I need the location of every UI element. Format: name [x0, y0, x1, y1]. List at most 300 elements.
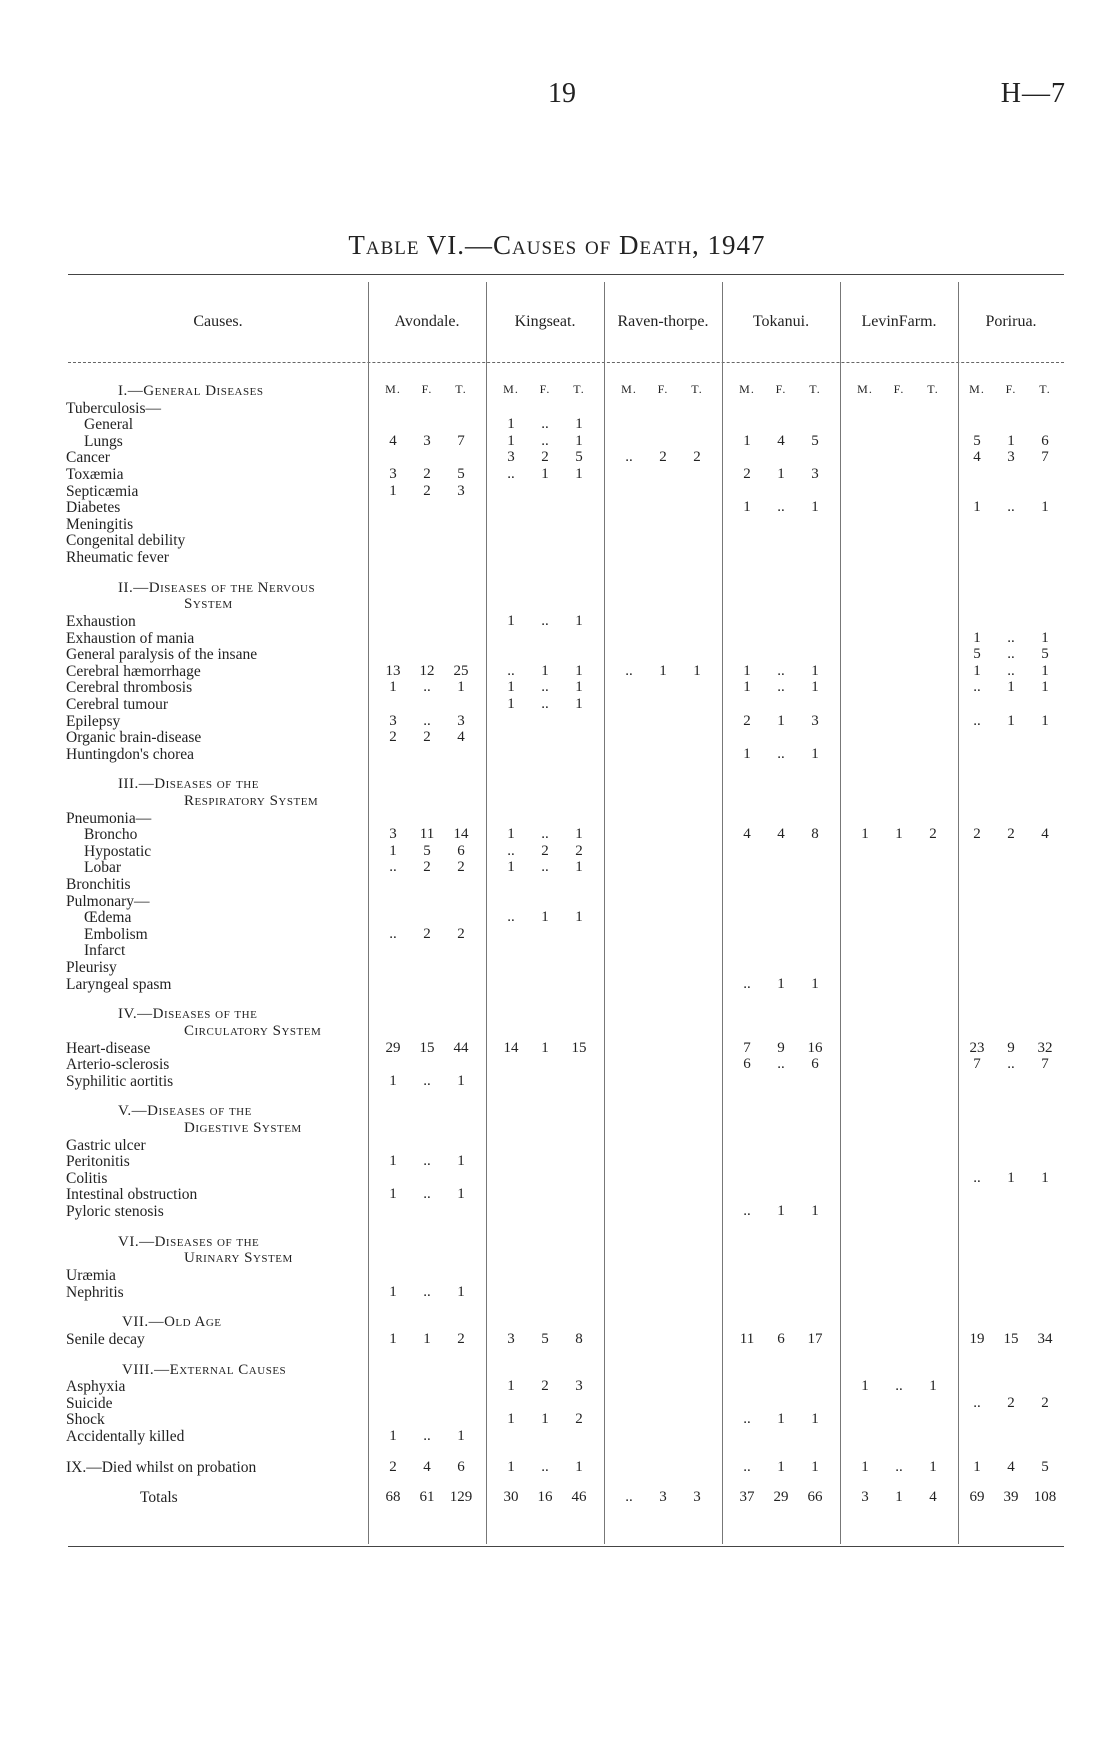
table-cell: 1	[457, 1153, 465, 1169]
table-cell: 3	[1007, 449, 1015, 465]
table-cell: 6	[811, 1056, 819, 1072]
table-cell: 1	[389, 1186, 397, 1202]
row-label: Peritonitis	[66, 1153, 130, 1170]
sub-column-header: M.	[503, 382, 519, 396]
table-cell: 7	[1041, 449, 1049, 465]
row-label: III.—Diseases of the	[118, 776, 259, 792]
table-row	[0, 516, 1114, 533]
table-cell: ..	[507, 466, 515, 482]
table-cell: 2	[457, 1331, 465, 1347]
row-label: Rheumatic fever	[66, 549, 169, 566]
row-label: IV.—Diseases of the	[118, 1006, 258, 1022]
table-row	[0, 1411, 1114, 1428]
table-cell: 1	[1041, 679, 1049, 695]
row-label: Senile decay	[66, 1331, 145, 1348]
table-row	[0, 713, 1114, 730]
table-title: Table VI.—Causes of Death, 1947	[348, 230, 766, 260]
row-label: Broncho	[84, 826, 138, 843]
row-label: Exhaustion	[66, 613, 136, 630]
table-cell: 3	[389, 713, 397, 729]
row-label: Gastric ulcer	[66, 1137, 146, 1154]
row-label: Exhaustion of mania	[66, 630, 195, 647]
section-heading	[0, 1103, 1114, 1120]
table-cell: 6	[457, 1459, 465, 1475]
table-cell: 3	[811, 713, 819, 729]
table-cell: 14	[503, 1040, 519, 1056]
table-cell: 1	[423, 1331, 431, 1347]
table-row	[0, 926, 1114, 943]
bottom-rule	[68, 1546, 1064, 1547]
table-cell: 44	[453, 1040, 469, 1056]
table-cell: ..	[1007, 1056, 1015, 1072]
row-label: Huntingdon's chorea	[66, 746, 195, 763]
table-cell: ..	[541, 859, 549, 875]
table-cell: 1	[541, 1040, 549, 1056]
row-label: Respiratory System	[184, 793, 319, 809]
table-cell: 68	[385, 1489, 401, 1505]
table-cell: 1	[507, 613, 515, 629]
table-cell: 1	[457, 1073, 465, 1089]
row-label: Intestinal obstruction	[66, 1186, 198, 1203]
table-cell: 1	[575, 663, 583, 679]
table-cell: 1	[1041, 663, 1049, 679]
sub-column-header: T.	[691, 382, 703, 396]
table-cell: ..	[777, 663, 785, 679]
table-cell: 2	[1007, 1395, 1015, 1411]
sub-column-header: M.	[621, 382, 637, 396]
table-cell: 1	[777, 1459, 785, 1475]
table-cell: ..	[1007, 630, 1015, 646]
table-cell: ..	[423, 679, 431, 695]
row-label: Arterio-sclerosis	[66, 1056, 170, 1073]
table-cell: 1	[777, 713, 785, 729]
section-heading	[0, 1120, 1114, 1137]
table-cell: 16	[537, 1489, 553, 1505]
table-cell: 1	[1007, 1170, 1015, 1186]
table-row	[0, 532, 1114, 549]
row-label: VII.—Old Age	[122, 1314, 222, 1330]
table-cell: 13	[385, 663, 401, 679]
table-row	[0, 1378, 1114, 1395]
table-row	[0, 696, 1114, 713]
table-cell: 1	[541, 909, 549, 925]
table-cell: ..	[1007, 663, 1015, 679]
row-label: Cancer	[66, 449, 110, 466]
page-number: 19	[548, 78, 576, 109]
table-cell: ..	[423, 1428, 431, 1444]
table-cell: 11	[739, 1331, 755, 1347]
row-label: VI.—Diseases of the	[118, 1234, 260, 1250]
table-cell: 1	[575, 679, 583, 695]
table-cell: 129	[449, 1489, 473, 1505]
table-cell: 1	[575, 613, 583, 629]
table-row	[0, 1073, 1114, 1090]
table-cell: 1	[389, 1284, 397, 1300]
table-cell: 3	[423, 433, 431, 449]
table-cell: 2	[743, 466, 751, 482]
table-cell: 1	[575, 466, 583, 482]
table-cell: ..	[777, 679, 785, 695]
table-cell: 14	[453, 826, 469, 842]
institution-header: Levin Farm.	[861, 312, 937, 330]
section-heading	[0, 596, 1114, 613]
institution-header: Porirua.	[985, 312, 1037, 330]
table-cell: ..	[541, 826, 549, 842]
table-cell: 8	[811, 826, 819, 842]
table-cell: 5	[973, 433, 981, 449]
row-label: Diabetes	[66, 499, 121, 516]
row-label: Septicæmia	[66, 483, 139, 500]
table-cell: 5	[1041, 1459, 1049, 1475]
table-cell: 6	[457, 843, 465, 859]
table-row	[0, 746, 1114, 763]
section-heading	[0, 1234, 1114, 1251]
table-cell: 39	[1003, 1489, 1019, 1505]
table-cell: 1	[541, 1411, 549, 1427]
table-cell: 1	[507, 826, 515, 842]
table-row	[0, 499, 1114, 516]
table-cell: 2	[693, 449, 701, 465]
section-heading	[0, 1362, 1114, 1379]
table-cell: 1	[973, 630, 981, 646]
table-row	[0, 1459, 1114, 1476]
row-label: V.—Diseases of the	[118, 1103, 252, 1119]
table-cell: 2	[1007, 826, 1015, 842]
table-cell: 1	[1041, 630, 1049, 646]
table-cell: ..	[625, 449, 633, 465]
sub-column-header: M.	[385, 382, 401, 396]
sub-column-header: F.	[657, 382, 669, 396]
table-cell: 2	[389, 729, 397, 745]
row-label: Toxæmia	[66, 466, 124, 483]
table-row	[0, 679, 1114, 696]
table-cell: 1	[457, 679, 465, 695]
table-cell: ..	[541, 696, 549, 712]
table-cell: 17	[807, 1331, 823, 1347]
table-cell: 2	[659, 449, 667, 465]
table-cell: 1	[659, 663, 667, 679]
table-cell: 2	[389, 1459, 397, 1475]
table-cell: ..	[541, 416, 549, 432]
table-cell: 7	[973, 1056, 981, 1072]
section-heading	[0, 1006, 1114, 1023]
section-heading	[0, 580, 1114, 597]
sub-column-header: T.	[573, 382, 585, 396]
table-cell: 30	[503, 1489, 519, 1505]
table-cell: 1	[743, 663, 751, 679]
table-cell: 1	[1041, 499, 1049, 515]
table-row	[0, 1203, 1114, 1220]
table-cell: ..	[743, 1203, 751, 1219]
row-label: Œdema	[84, 909, 132, 926]
table-cell: ..	[541, 1459, 549, 1475]
sub-column-header: T.	[927, 382, 939, 396]
sub-column-header: F.	[1005, 382, 1017, 396]
table-cell: 1	[861, 1459, 869, 1475]
table-cell: ..	[423, 1153, 431, 1169]
row-label: Pneumonia—	[66, 810, 152, 827]
table-cell: 2	[457, 859, 465, 875]
table-row	[0, 613, 1114, 630]
row-label: Lungs	[84, 433, 123, 450]
table-cell: 1	[777, 466, 785, 482]
table-row	[0, 466, 1114, 483]
table-row	[0, 1395, 1114, 1412]
table-cell: 1	[507, 433, 515, 449]
table-cell: 1	[1007, 433, 1015, 449]
table-row	[0, 1056, 1114, 1073]
table-cell: 1	[973, 663, 981, 679]
table-cell: 2	[929, 826, 937, 842]
row-label: Accidentally killed	[66, 1428, 185, 1445]
table-cell: 2	[423, 483, 431, 499]
row-label: Cerebral thrombosis	[66, 679, 193, 696]
table-cell: ..	[973, 1170, 981, 1186]
table-row	[0, 1267, 1114, 1284]
table-row	[0, 1137, 1114, 1154]
table-cell: 9	[1007, 1040, 1015, 1056]
table-cell: 1	[929, 1378, 937, 1394]
table-cell: 2	[575, 843, 583, 859]
row-label: Hypostatic	[84, 843, 152, 860]
row-label: Heart-disease	[66, 1040, 151, 1057]
table-cell: 1	[507, 1459, 515, 1475]
table-cell: ..	[743, 1459, 751, 1475]
table-cell: 29	[385, 1040, 401, 1056]
table-cell: 1	[575, 433, 583, 449]
row-label: Congenital debility	[66, 532, 186, 549]
table-cell: ..	[777, 746, 785, 762]
table-row	[0, 859, 1114, 876]
institution-header: Kingseat.	[514, 312, 576, 330]
table-cell: 1	[507, 1411, 515, 1427]
table-row	[0, 1284, 1114, 1301]
table-cell: 1	[575, 859, 583, 875]
row-label: Syphilitic aortitis	[66, 1073, 174, 1090]
row-label: Suicide	[66, 1395, 113, 1412]
table-cell: 1	[507, 679, 515, 695]
table-cell: 2	[457, 926, 465, 942]
table-cell: 23	[969, 1040, 985, 1056]
table-cell: 3	[507, 449, 515, 465]
table-cell: 2	[743, 713, 751, 729]
institution-header: Raven- thorpe.	[617, 312, 709, 330]
table-cell: 4	[423, 1459, 431, 1475]
table-row	[0, 449, 1114, 466]
section-heading	[0, 1250, 1114, 1267]
table-row	[0, 1153, 1114, 1170]
row-label: Asphyxia	[66, 1378, 126, 1395]
sub-column-header: M.	[969, 382, 985, 396]
table-cell: 3	[861, 1489, 869, 1505]
table-cell: 2	[423, 729, 431, 745]
table-cell: 1	[693, 663, 701, 679]
table-cell: 5	[811, 433, 819, 449]
table-cell: 1	[389, 1153, 397, 1169]
table-cell: ..	[625, 1489, 633, 1505]
row-label: Epilepsy	[66, 713, 121, 730]
table-cell: 1	[457, 1186, 465, 1202]
table-cell: 15	[571, 1040, 587, 1056]
table-cell: 69	[969, 1489, 985, 1505]
table-row	[0, 630, 1114, 647]
table-row	[0, 1331, 1114, 1348]
table-cell: 2	[423, 466, 431, 482]
table-cell: 5	[1041, 646, 1049, 662]
table-cell: 1	[811, 1411, 819, 1427]
row-label: Infarct	[84, 942, 126, 959]
table-cell: ..	[507, 909, 515, 925]
table-cell: ..	[973, 713, 981, 729]
table-row	[0, 909, 1114, 926]
table-cell: 4	[457, 729, 465, 745]
row-label: Urinary System	[184, 1250, 293, 1266]
table-cell: 29	[773, 1489, 789, 1505]
table-cell: 1	[743, 433, 751, 449]
table-cell: 1	[811, 663, 819, 679]
table-cell: 1	[457, 1428, 465, 1444]
table-cell: 1	[575, 826, 583, 842]
table-cell: ..	[389, 926, 397, 942]
table-row	[0, 826, 1114, 843]
table-cell: 2	[541, 449, 549, 465]
row-label: Uræmia	[66, 1267, 116, 1284]
row-label: Pulmonary—	[66, 893, 150, 910]
table-row	[0, 1428, 1114, 1445]
table-cell: 1	[389, 843, 397, 859]
table-row	[0, 1040, 1114, 1057]
table-cell: 11	[419, 826, 435, 842]
section-heading	[0, 793, 1114, 810]
table-cell: 1	[811, 976, 819, 992]
table-row	[0, 416, 1114, 433]
table-cell: 8	[575, 1331, 583, 1347]
table-cell: ..	[507, 663, 515, 679]
row-label: I.—General Diseases	[118, 383, 264, 399]
table-cell: 19	[969, 1331, 985, 1347]
table-cell: 3	[575, 1378, 583, 1394]
sub-column-header: F.	[775, 382, 787, 396]
table-cell: 1	[1007, 713, 1015, 729]
table-cell: 5	[973, 646, 981, 662]
table-cell: 5	[457, 466, 465, 482]
table-cell: 1	[389, 1331, 397, 1347]
table-cell: 1	[777, 1203, 785, 1219]
table-cell: 4	[929, 1489, 937, 1505]
table-cell: ..	[1007, 646, 1015, 662]
row-label: Cerebral tumour	[66, 696, 169, 713]
table-cell: 1	[1007, 679, 1015, 695]
table-cell: 2	[575, 1411, 583, 1427]
table-row	[0, 876, 1114, 893]
table-cell: ..	[541, 613, 549, 629]
table-cell: 1	[811, 499, 819, 515]
table-cell: 1	[811, 1203, 819, 1219]
table-cell: 1	[507, 416, 515, 432]
table-row	[0, 1186, 1114, 1203]
table-cell: 1	[541, 663, 549, 679]
table-cell: ..	[743, 1411, 751, 1427]
row-label: Bronchitis	[66, 876, 131, 893]
table-row	[0, 646, 1114, 663]
table-cell: 1	[1041, 713, 1049, 729]
row-label: IX.—Died whilst on probation	[66, 1459, 257, 1476]
row-label: Organic brain-disease	[66, 729, 202, 746]
table-row	[0, 942, 1114, 959]
totals-row	[0, 1489, 1114, 1506]
table-cell: 1	[507, 1378, 515, 1394]
row-label: Pleurisy	[66, 959, 117, 976]
table-row	[0, 959, 1114, 976]
table-cell: 3	[389, 466, 397, 482]
table-cell: 1	[929, 1459, 937, 1475]
table-cell: 3	[693, 1489, 701, 1505]
table-cell: 1	[575, 909, 583, 925]
table-cell: 1	[861, 1378, 869, 1394]
sub-column-header: F.	[539, 382, 551, 396]
table-cell: 6	[777, 1331, 785, 1347]
table-cell: ..	[777, 1056, 785, 1072]
table-cell: 1	[777, 1411, 785, 1427]
table-cell: 5	[423, 843, 431, 859]
top-rule	[68, 274, 1064, 275]
row-label: Totals	[140, 1489, 178, 1506]
table-cell: 1	[743, 679, 751, 695]
table-cell: ..	[973, 1395, 981, 1411]
page-reference: H—7	[1000, 78, 1066, 109]
table-row	[0, 1170, 1114, 1187]
table-cell: ..	[507, 843, 515, 859]
table-cell: 3	[457, 483, 465, 499]
table-cell: 32	[1037, 1040, 1053, 1056]
table-cell: 4	[1007, 1459, 1015, 1475]
row-label: Colitis	[66, 1170, 108, 1187]
table-cell: 9	[777, 1040, 785, 1056]
institution-header: Tokanui.	[752, 312, 810, 330]
row-label: General	[84, 416, 134, 433]
row-label: General paralysis of the insane	[66, 646, 258, 663]
row-label: Shock	[66, 1411, 105, 1428]
table-cell: 1	[811, 679, 819, 695]
section-heading	[0, 1314, 1114, 1331]
table-cell: 1	[895, 1489, 903, 1505]
row-label: Laryngeal spasm	[66, 976, 172, 993]
table-cell: 1	[389, 679, 397, 695]
table-cell: 16	[807, 1040, 823, 1056]
table-cell: ..	[423, 1186, 431, 1202]
table-cell: ..	[1007, 499, 1015, 515]
table-row	[0, 663, 1114, 680]
table-cell: ..	[625, 663, 633, 679]
table-cell: 6	[743, 1056, 751, 1072]
table-cell: 4	[777, 433, 785, 449]
table-cell: 1	[389, 483, 397, 499]
section-heading	[0, 776, 1114, 793]
table-cell: 1	[811, 746, 819, 762]
row-label: Tuberculosis—	[66, 400, 162, 417]
row-label: Embolism	[84, 926, 148, 943]
table-row	[0, 433, 1114, 450]
table-cell: 4	[777, 826, 785, 842]
table-cell: 4	[389, 433, 397, 449]
row-label: Lobar	[84, 859, 122, 876]
table-row	[0, 976, 1114, 993]
table-cell: 6	[1041, 433, 1049, 449]
table-row	[0, 893, 1114, 910]
table-cell: 1	[507, 859, 515, 875]
table-cell: 1	[973, 1459, 981, 1475]
table-row	[0, 400, 1114, 417]
